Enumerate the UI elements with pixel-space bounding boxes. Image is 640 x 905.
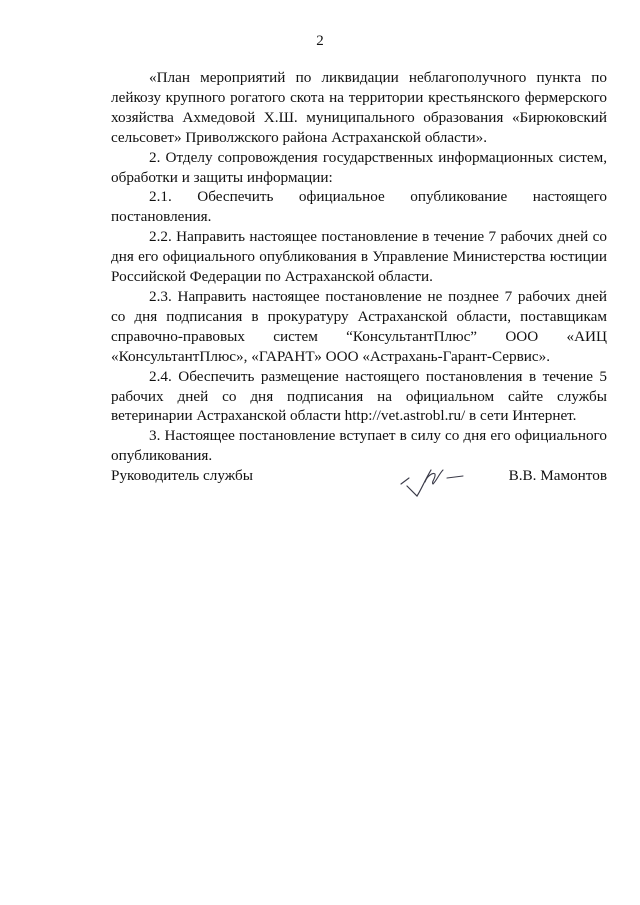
signatory-name: В.В. Мамонтов <box>508 467 607 484</box>
document-body <box>111 68 607 466</box>
paragraph-item-2: 2. Отделу сопровождения государственных информационных систем, обработки и защиты информации: <box>111 148 607 186</box>
paragraph-item-2-4: 2.4. Обеспечить размещение настоящего постановления в течение 5 рабочих дней со дня подписания на официальном сайте службы ветеринарии Астраханской области http://vet.astrobl.ru/ в сети Интернет. <box>111 367 607 425</box>
handwritten-signature <box>395 460 467 510</box>
paragraph-item-2-3: 2.3. Направить настоящее постановление не позднее 7 рабочих дней со дня подписания в прокуратуру Астраханской области, поставщикам справочно-правовых систем “КонсультантПлюс” ООО «АИЦ «КонсультантПлюс», «ГАРАНТ» ООО «Астрахань-Гарант-Сервис». <box>111 287 607 365</box>
paragraph-item-3: 3. Настоящее постановление вступает в силу со дня его официального опубликования. <box>111 427 607 465</box>
signature-block <box>111 466 607 526</box>
signatory-title: Руководитель службы <box>111 467 253 484</box>
page-number: 2 <box>316 33 324 49</box>
paragraph-item-2-2: 2.2. Направить настоящее постановление в течение 7 рабочих дней со дня его официального опубликования в Управление Министерства юстиции Российской Федерации по Астраханской области. <box>111 228 607 286</box>
paragraph-item-2-1: 2.1. Обеспечить официальное опубликование настоящего постановления. <box>111 188 607 226</box>
paragraph-plan-title: «План мероприятий по ликвидации неблагополучного пункта по лейкозу крупного рогатого скота на территории крестьянского фермерского хозяйства Ахмедовой Х.Ш. муниципального образования «Бирюковский сельсовет» Приволжского района Астраханской области». <box>111 69 607 146</box>
